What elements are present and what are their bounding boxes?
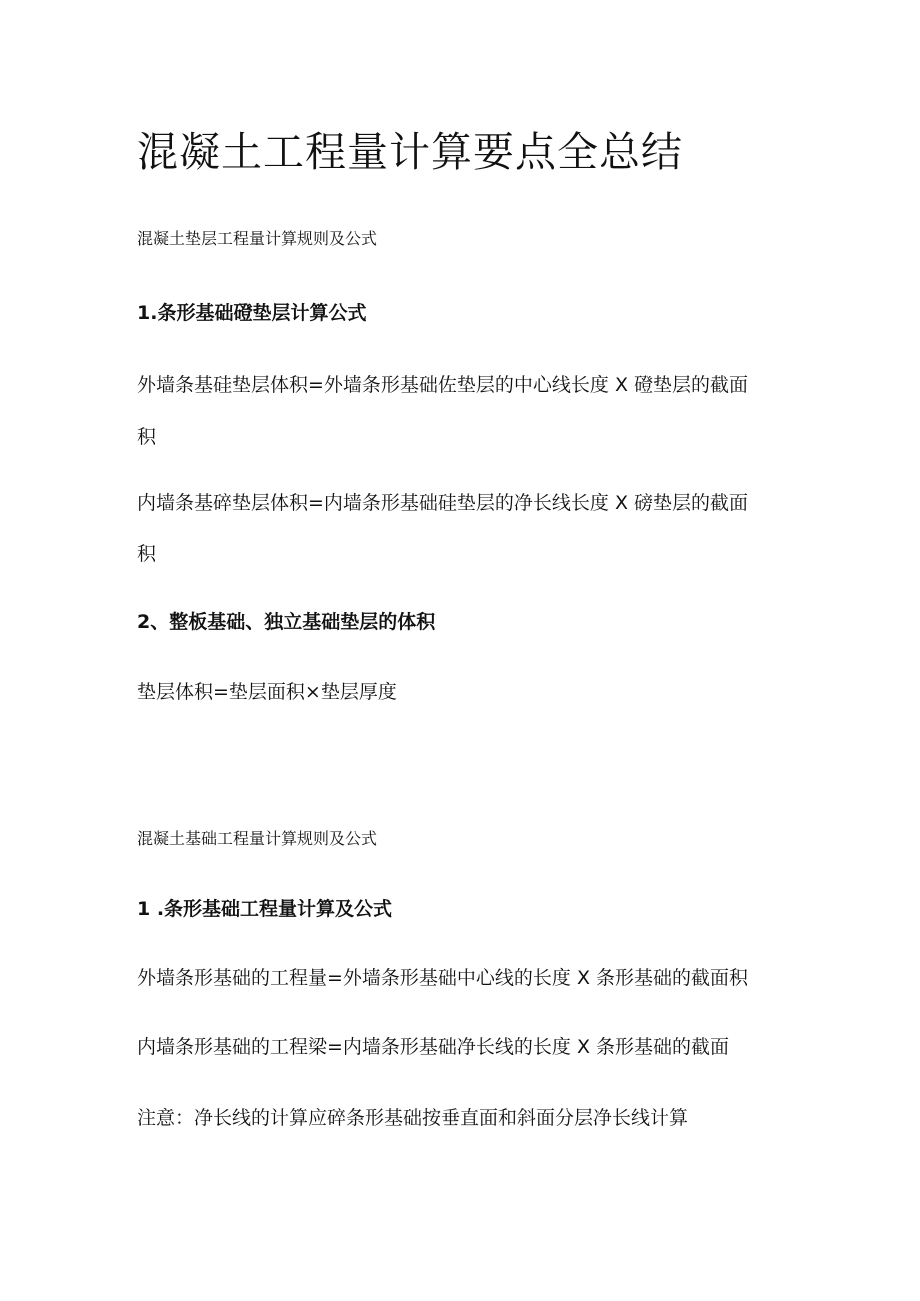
item-strip-foundation-title: 1 .条形基础工程量计算及公式	[137, 898, 393, 920]
section-heading-cushion: 混凝土垫层工程量计算规则及公式	[137, 229, 378, 248]
item-strip-foundation-cushion-title: 1.条形基础磴垫层计算公式	[137, 302, 367, 324]
inner-wall-cushion-formula-line1: 内墙条基碎垫层体积=内墙条形基础硅垫层的净长线长度 X 磅垫层的截面	[137, 492, 749, 514]
item-slab-isolated-cushion-title: 2、整板基础、独立基础垫层的体积	[137, 611, 436, 633]
outer-wall-cushion-formula-line2: 积	[137, 426, 157, 448]
outer-wall-cushion-formula-line1: 外墙条基硅垫层体积=外墙条形基础佐垫层的中心线长度 X 磴垫层的截面	[137, 374, 749, 396]
cushion-volume-formula: 垫层体积=垫层面积×垫层厚度	[137, 681, 397, 703]
inner-wall-cushion-formula-line2: 积	[137, 543, 157, 565]
document-title: 混凝土工程量计算要点全总结	[137, 128, 683, 176]
section-heading-foundation: 混凝土基础工程量计算规则及公式	[137, 829, 378, 848]
note-net-length: 注意：净长线的计算应碎条形基础按垂直面和斜面分层净长线计算	[137, 1107, 689, 1129]
outer-wall-foundation-formula: 外墙条形基础的工程量=外墙条形基础中心线的长度 X 条形基础的截面积	[137, 967, 749, 989]
inner-wall-foundation-formula: 内墙条形基础的工程梁=内墙条形基础净长线的长度 X 条形基础的截面	[137, 1036, 730, 1058]
